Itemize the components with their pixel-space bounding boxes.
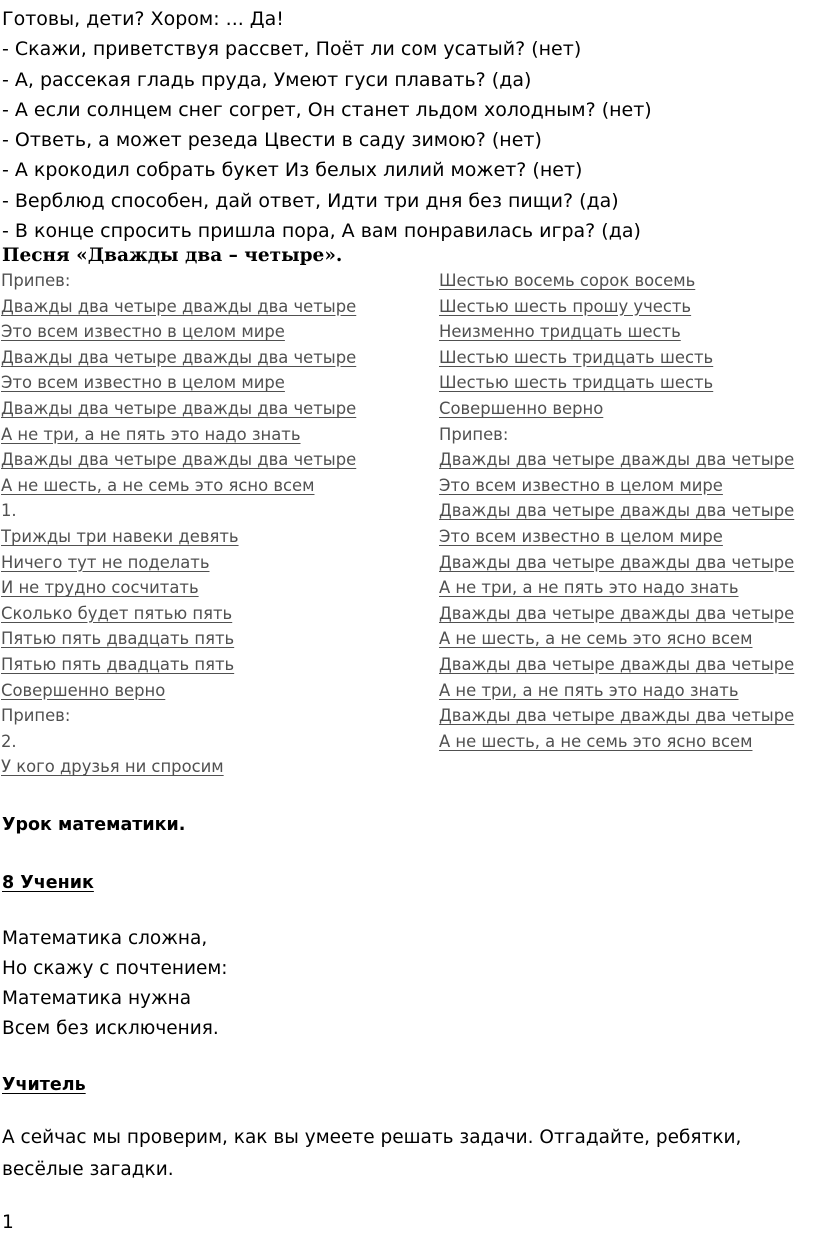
lyric-line: Дважды два четыре дважды два четыре [439, 450, 795, 470]
intro-line: - А, рассекая гладь пруда, Умеют гуси плавать? (да) [2, 68, 532, 91]
intro-dialogue [2, 4, 814, 246]
poem-line: Всем без исключения. [2, 1018, 219, 1039]
song-lyrics-right-column [439, 268, 814, 754]
lyric-line: Припев: [1, 706, 71, 726]
intro-line: Готовы, дети? Хором: ... Да! [2, 8, 284, 30]
lyric-line: А не шесть, а не семь это ясно всем [439, 731, 753, 751]
lyric-line: Дважды два четыре дважды два четыре [1, 398, 357, 418]
poem-line: Но скажу с почтением: [2, 958, 228, 979]
lyric-line: Дважды два четыре дважды два четыре [439, 501, 795, 521]
lyric-line: Припев: [439, 424, 509, 444]
lyric-line: Трижды три навеки девять [1, 526, 239, 546]
lyric-line: Ничего тут не поделать [1, 552, 210, 572]
poem-line: Математика нужна [2, 988, 192, 1009]
lyric-line: Дважды два четыре дважды два четыре [439, 603, 795, 623]
student-label: 8 Ученик [2, 873, 94, 893]
teacher-speech: А сейчас мы проверим, как вы умеете решать задачи. Отгадайте, ребятки, весёлые загадки. [2, 1127, 742, 1180]
lyric-line: Пятью пять двадцать пять [1, 629, 235, 649]
song-title: Песня «Дважды два – четыре». [2, 245, 343, 266]
lyric-line: 2. [1, 731, 17, 751]
lyric-line: Шестью шесть тридцать шесть [439, 373, 714, 393]
lyric-line: Шестью шесть тридцать шесть [439, 347, 714, 367]
intro-line: - Верблюд способен, дай ответ, Идти три дня без пищи? (да) [2, 189, 619, 212]
lyric-line: А не шесть, а не семь это ясно всем [439, 629, 753, 649]
lyric-line: Сколько будет пятью пять [1, 603, 233, 623]
lyric-line: 1. [1, 501, 17, 521]
lyric-line: А не три, а не пять это надо знать [439, 578, 739, 598]
intro-line: - А крокодил собрать букет Из белых лилий может? (нет) [2, 159, 583, 182]
intro-line: - А если солнцем снег согрет, Он станет льдом холодным? (нет) [2, 98, 652, 121]
lyric-line: У кого друзья ни спросим [1, 757, 224, 777]
lyric-line: А не три, а не пять это надо знать [1, 424, 301, 444]
poem [2, 924, 228, 1044]
lyric-line: Пятью пять двадцать пять [1, 654, 235, 674]
intro-line: - Ответь, а может резеда Цвести в саду зимою? (нет) [2, 129, 542, 152]
intro-line: - Скажи, приветствуя рассвет, Поёт ли сом усатый? (нет) [2, 38, 582, 61]
poem-line: Математика сложна, [2, 928, 208, 949]
lyric-line: Дважды два четыре дважды два четыре [439, 552, 795, 572]
lyric-line: Шестью восемь сорок восемь [439, 271, 696, 290]
lesson-heading: Урок математики. [2, 815, 186, 835]
lyric-line: Это всем известно в целом мире [1, 322, 285, 342]
lyric-line: Дважды два четыре дважды два четыре [1, 450, 357, 470]
lyric-line: И не трудно сосчитать [1, 578, 199, 598]
lyric-line: Дважды два четыре дважды два четыре [439, 706, 795, 726]
lyric-line: Совершенно верно [439, 398, 604, 418]
intro-line: - В конце спросить пришла пора, А вам понравилась игра? (да) [2, 220, 641, 243]
teacher-label: Учитель [2, 1075, 86, 1095]
lyric-line: Это всем известно в целом мире [439, 475, 723, 495]
page-number: 1 [2, 1212, 14, 1233]
lyric-line: А не шесть, а не семь это ясно всем [1, 475, 315, 495]
lyric-line: Шестью шесть прошу учесть [439, 296, 692, 316]
lyric-line: Дважды два четыре дважды два четыре [1, 347, 357, 367]
lyric-line: Дважды два четыре дважды два четыре [439, 654, 795, 674]
lyric-line: Неизменно тридцать шесть [439, 322, 681, 342]
lyric-line: Это всем известно в целом мире [1, 373, 285, 393]
lyric-line: Дважды два четыре дважды два четыре [1, 296, 357, 316]
lyric-line: А не три, а не пять это надо знать [439, 680, 739, 700]
lyric-line: Припев: [1, 271, 71, 290]
song-lyrics-left-column [1, 268, 426, 780]
lyric-line: Это всем известно в целом мире [439, 526, 723, 546]
lyric-line: Совершенно верно [1, 680, 166, 700]
